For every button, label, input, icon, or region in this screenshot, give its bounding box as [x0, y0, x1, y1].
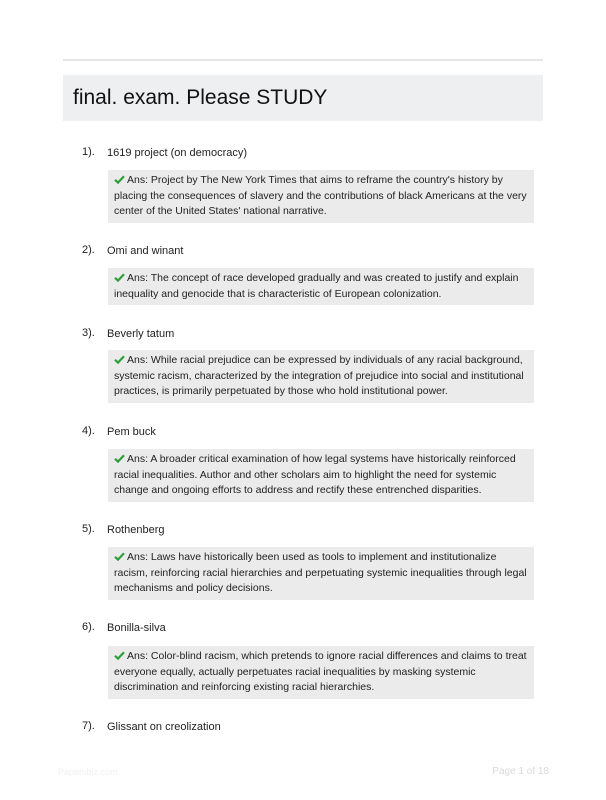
top-divider	[63, 59, 543, 61]
question-number: 3).	[82, 327, 95, 339]
check-icon	[114, 651, 125, 660]
check-icon	[114, 355, 125, 364]
question-prompt: 1619 project (on democracy)	[107, 147, 248, 159]
question-prompt: Rothenberg	[107, 524, 165, 536]
page-indicator: Page 1 of 18	[492, 766, 549, 777]
answer-box	[108, 547, 534, 600]
footer-watermark: Papersbiz.com	[58, 767, 118, 777]
answer-text: Ans: Color-blind racism, which pretends to ignore racial differences and claims to treat everyone equally, actually perpetuates racial inequalities by masking systemic discrimination and reinforcing existing racial hierarchies.	[114, 650, 527, 693]
question-item	[82, 326, 542, 344]
question-number: 2).	[82, 244, 95, 256]
answer-box	[108, 268, 534, 305]
check-icon	[114, 175, 125, 184]
check-icon	[114, 454, 125, 463]
question-prompt: Bonilla-silva	[107, 622, 166, 634]
question-number: 4).	[82, 425, 95, 437]
question-number: 5).	[82, 523, 95, 535]
title-banner	[63, 75, 543, 121]
question-number: 6).	[82, 621, 95, 633]
answer-box	[108, 646, 534, 699]
answer-box	[108, 170, 534, 223]
answer-box	[108, 350, 534, 403]
question-item	[82, 243, 542, 261]
answer-text: Ans: Laws have historically been used as tools to implement and institutionalize racism, reinforcing racial hierarchies and perpetuating systemic inequalities through legal mechanisms and policy decisions.	[114, 551, 527, 594]
answer-text: Ans: The concept of race developed gradually and was created to justify and explain inequality and genocide that is characteristic of European colonization.	[114, 272, 519, 300]
question-number: 1).	[82, 146, 95, 158]
check-icon	[114, 552, 125, 561]
answer-text: Ans: While racial prejudice can be expressed by individuals of any racial background, systemic racism, characterized by the integration of prejudice into social and institutional practices, is primarily perpetuated by those who hold institutional power.	[114, 354, 524, 397]
answer-text: Ans: Project by The New York Times that aims to reframe the country's history by placing the consequences of slavery and the contributions of black Americans at the very center of the United States' national narrative.	[114, 174, 527, 217]
question-item	[82, 145, 542, 163]
question-prompt: Pem buck	[107, 426, 156, 438]
question-number: 7).	[82, 720, 95, 732]
answer-box	[108, 449, 534, 502]
question-item	[82, 424, 542, 442]
question-item	[82, 719, 542, 737]
question-item	[82, 522, 542, 540]
question-prompt: Omi and winant	[107, 245, 184, 257]
question-item	[82, 620, 542, 638]
check-icon	[114, 273, 125, 282]
answer-text: Ans: A broader critical examination of how legal systems have historically reinforced racial inequalities. Author and other scholars aim to highlight the need for systemic change and ongoing efforts to address and rectify these entrenched disparities.	[114, 453, 516, 496]
question-prompt: Glissant on creolization	[107, 721, 221, 733]
question-prompt: Beverly tatum	[107, 328, 175, 340]
page-title: final. exam. Please STUDY	[73, 86, 328, 109]
